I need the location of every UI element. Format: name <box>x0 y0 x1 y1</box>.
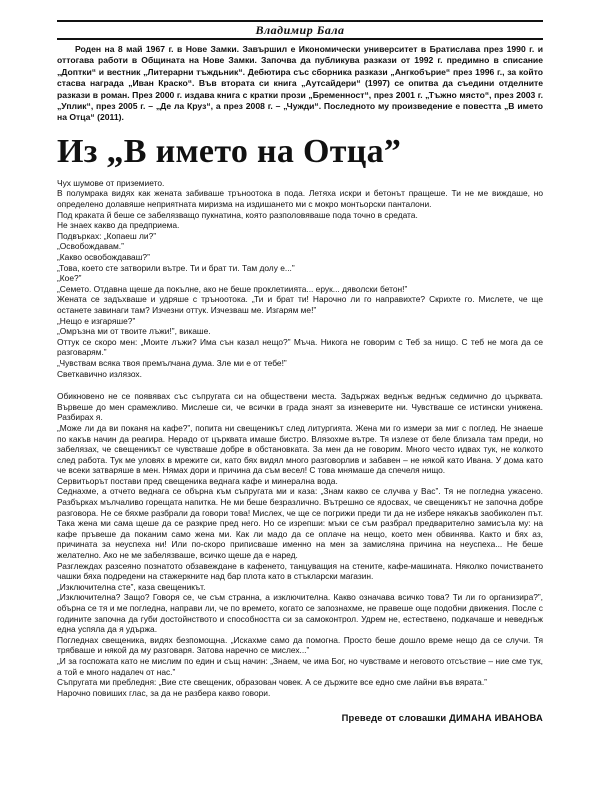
article-paragraph: Сервитьорът постави пред свещеника веднага кафе и минерална вода. <box>57 475 338 486</box>
article-paragraph: В полумрака видях как жената забиваше тръноотока в пода. Летяха искри и бетонът пращеше. Ти не ме виждаше, но определено долавяше неприятната миризма на издишането ми с мокро монтьорски панталони. <box>57 188 543 210</box>
article-paragraph: Чух шумове от приземието. <box>57 177 165 188</box>
translator-credit: Преведе от словашки ДИМАНА ИВАНОВА <box>341 712 543 724</box>
article-paragraph: „Това, което сте затворили вътре. Ти и брат ти. Там долу е...” <box>57 262 295 273</box>
article-paragraph: Седнахме, а отчето веднага се обърна към съпругата ми и каза: „Знам какво се случва у Вас”. Тя не погледна ужасено. Разбърках мълчаливо горещата напитка. Не ми беше безразлично. Вътрешно се ядосвах, че свещеникът не започна добре разговора. Не се бяхме разбрали да говори това! Мислех, че ще се погрижи преди ти да не избере някакъв заобиколен път. Така жена ми сама щеше да се разкрие пред него. Но се изрепши: мъки се съм разбрал предварително замисъла му: на кафе пръвеше да поканим само жена ми. Как ли мадо да се оплаче на нещо, което мен обвинява. Както и бях аз, причината за неуспеха ни! Или по-скоро приписваше именно на мен за замисляна причина на неуспеха... Не беше желателно. Ако не ме забелязваше, всичко щеше да е наред. <box>57 486 543 561</box>
article-body <box>57 178 543 699</box>
article-paragraph: „Нещо е изгаряше?” <box>57 315 136 326</box>
article-paragraph: Обикновено не се появявах със съпругата си на обществени места. Задържах веднъж веднъж седмично до църквата. Вървеше до мен срамежливо. Мислеше си, че всички в града знаят за изневерите ни. Чувстваше се истински унижена. Разбирах я. <box>57 391 543 423</box>
article-paragraph: „Кое?” <box>57 273 82 284</box>
paragraph-gap <box>57 379 543 391</box>
article-paragraph: Жената се задъхваше и удряше с тръноотока. „Ти и брат ти! Нарочно ли го направихте? Скрихте го. Мислете, че ще останете завинаги там? Изчезни оттук. Изчезваш ме. Изгарям ме!” <box>57 294 543 315</box>
article-paragraph: „И за госпожата като не мислим по един и същ начин: „Знаем, че има Бог, но чувстваме и неговото отсъствие – ние сме тук, а той е много надалеч от нас.” <box>57 655 543 677</box>
article-title: Из „В името на Отца” <box>57 132 402 170</box>
article-paragraph: Оттук се скоро мен: „Моите лъжи? Има сън казал нещо?” Мъча. Никога не говорим с Теб за нищо. С теб не мога да се разговарям.” <box>57 336 543 358</box>
article-paragraph: Под краката й беше се забелязващо пукнатина, която разполовяваше пода точно в средата. <box>57 209 418 220</box>
article-paragraph: Погледнах свещеника, видях безпомощна. „Искахме само да помогна. Просто беше дошло време нещо да се случи. Тя трябваше и някой да му разговаря. Затова наречно се мислех...” <box>57 634 543 656</box>
article-paragraph: Разглеждах разсеяно познатото обзавеждане в кафенето, танцуващия на стените, кафе-машината. Няколко почистването чашки бяха подредени на стажеркните над бар плота като в стъкларски магазин. <box>57 560 543 582</box>
article-paragraph: „Изключителна? Защо? Говоря се, че съм странна, а изключителна. Какво означава всичко това? Ти ли го организира?”, обърна се тя и ме погледна, направи ли, че по времето, когато се запознахме, не правеше още подобни движения. После с годините започна да губи достойнството и способността си за самоконтрол. Удрем не, естествено, подкачаше и неведнъж една успяла да я удържа. <box>57 592 543 635</box>
article-paragraph: „Освобождавам.” <box>57 241 124 252</box>
article-page <box>57 20 543 723</box>
article-paragraph: „Изключителна сте”, каза свещеникът. <box>57 581 206 592</box>
article-paragraph: Съпругата ми пребледня: „Вие сте свещеник, образован човек. А се държите все едно сме лайни във вярата.” <box>57 677 487 688</box>
article-paragraph: „Омръзна ми от твоите лъжи!”, викаше. <box>57 326 211 337</box>
article-paragraph: „Чувствам всяка твоя премълчана дума. Зле ми е от тебе!” <box>57 357 287 368</box>
author-bio: Роден на 8 май 1967 г. в Нове Замки. Завършил е Икономически университет в Братислава през 1990 г. и оттогава работи в Общината на Нове Замки. Започва да публикува разкази от 1992 г. предимно в списание „Доптки“ и вестник „Литерарни тъждьник“. Дебютира със сборника разкази „Ангкобърие“ през 1996 г., за който стасва награда „Иван Краско“. Във втората си книга „Аутсайдери“ (1997) се опитва да съедини отделните разкази в роман. През 2000 г. издава книга с кратки прози „Бременност“, през 2001 г. „Тъжно място“, през 2003 г. „Уплик“, през 2005 г. – „Де ла Круз“, а през 2008 г. – „Чужди“. Последното му произведение е повестта „В името на Отца“ (2011). <box>57 44 543 123</box>
article-paragraph: Светкавично излязох. <box>57 368 142 379</box>
article-paragraph: Подвърках: „Копаеш ли?” <box>57 230 157 241</box>
article-paragraph: „Семето. Отдавна щеше да покълне, ако не беше проклетиията... ерук... дяволски бетон!” <box>57 283 408 294</box>
article-paragraph: „Може ли да ви поканя на кафе?”, попита ни свещеникът след литургията. Жена ми го измери за миг с поглед. Не знаеше по какъв начин да реагира. Нерадо от църквата имаше бистро. Влязохме вътре. Тя излезе от беле близала там преди, но забелязах, че свещеникът се чувстваше добре в обстановката. За мен да не говорим. Много често идвах тук, не колкото след работа. Тук ме уловях в мрежите си, като бях видял много разговорлив и забавен – не някой като Ивана. У дома като че всеки затваряше в мен. Нямах дори и причина да съм весел! С това мнямаше да спечеля нищо. <box>57 422 543 476</box>
article-paragraph: „Какво освобождаваш?” <box>57 252 150 262</box>
article-paragraph: Не знаех какво да предприема. <box>57 220 180 231</box>
author-name: Владимир Бала <box>57 20 543 40</box>
article-paragraph: Нарочно повиших глас, за да не разбера какво говори. <box>57 687 271 698</box>
